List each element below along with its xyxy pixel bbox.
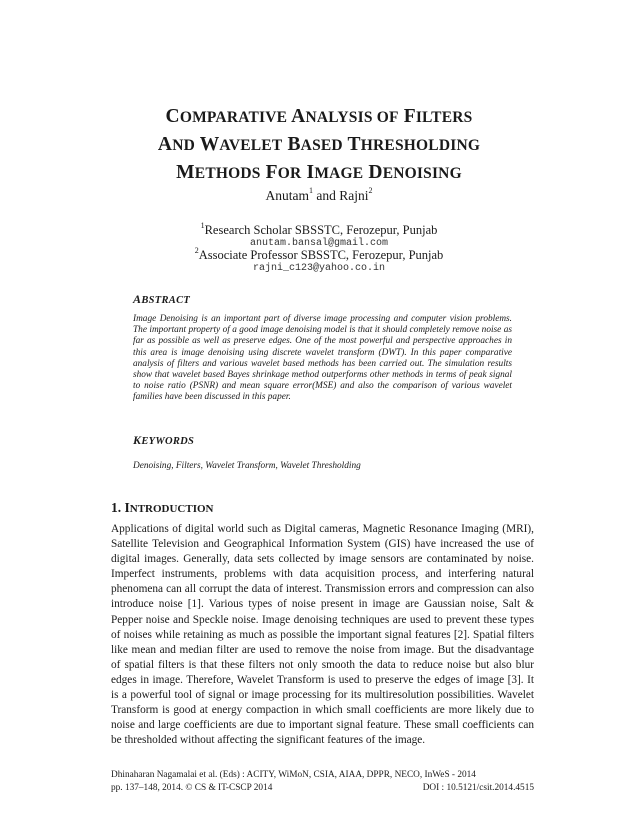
title-line-2: AND WAVELET BASED THRESHOLDING (157, 134, 481, 155)
footer-pages: pp. 137–148, 2014. © CS & IT-CSCP 2014 (111, 783, 273, 793)
footer-proceedings: Dhinaharan Nagamalai et al. (Eds) : ACITY, WiMoN, CSIA, AIAA, DPPR, NECO, InWeS - 2014 (111, 770, 476, 780)
author-2: Rajni (339, 188, 369, 203)
email-1[interactable]: anutam.bansal@gmail.com (249, 238, 389, 249)
affiliation-2: $^2$Associate Professor SBSSTC, Ferozepur, Punjab (194, 246, 444, 262)
author-line: Anutam$^1$ and Rajni$^2$ (265, 186, 373, 203)
abstract-heading: ABSTRACT (133, 292, 191, 306)
affiliation-1: $^1$Research Scholar SBSSTC, Ferozepur, Punjab (200, 221, 438, 237)
paper-title (0, 103, 638, 187)
keywords-text: Denoising, Filters, Wavelet Transform, Wavelet Thresholding (133, 461, 361, 471)
email-2[interactable]: rajni_c123@yahoo.co.in (252, 263, 386, 274)
title-line-1: COMPARATIVE ANALYSIS OF FILTERS (165, 106, 473, 127)
title-line-3: METHODS FOR IMAGE DENOISING (176, 162, 462, 183)
footer-doi[interactable]: DOI : 10.5121/csit.2014.4515 (422, 783, 534, 793)
introduction-text: Applications of digital world such as Digital cameras, Magnetic Resonance Imaging (MRI), Satellite Television and Geographical Information System (GIS) have increased the use of digital images. Generally, data sets collected by image sensors are contaminated by noise. Imperfect instruments, problems with data acquisition process, and interfering natural phenomena can all corrupt the data of interest. Transmission errors and compression can also introduce noise [1]. Various types of noise present in image are Gaussian noise, Salt & Pepper noise and Speckle noise. Image denoising techniques are used to prevent these types of noises while retaining as much as possible the important signal features [2]. Spatial filters like mean and median filter are used to remove the noise from image. But the disadvantage of spatial filters is that these filters not only smooth the data to reduce noise but also blur edges in image. Therefore, Wavelet Transform is used to preserve the edges of image [3]. It is a powerful tool of signal or image processing for its multiresolution possibilities. Wavelet Transform is good at energy compaction in which small coefficients are more likely due to noise and large coefficients are due to important signal feature. These small coefficients can be thresholded without affecting the significant features of the image. (111, 523, 534, 747)
section-heading-introduction: 1. INTRODUCTION (111, 500, 214, 515)
abstract-text: Image Denoising is an important part of diverse image processing and computer vision problems. The important property of a good image denoising model is that it should completely remove noise as far as possible as well as preserve edges. One of the most powerful and perspective approaches in this area is image denoising using discrete wavelet transform (DWT). In this paper comparative analysis of filters and various wavelet based methods has been carried out. The simulation results show that wavelet based Bayes shrinkage method outperforms other methods in terms of peak signal to noise ratio (PSNR) and mean square error(MSE) and also the comparison of various wavelet families have been discussed in this paper. (133, 314, 512, 403)
author-1: Anutam (265, 188, 309, 203)
keywords-heading: KEYWORDS (133, 433, 195, 447)
